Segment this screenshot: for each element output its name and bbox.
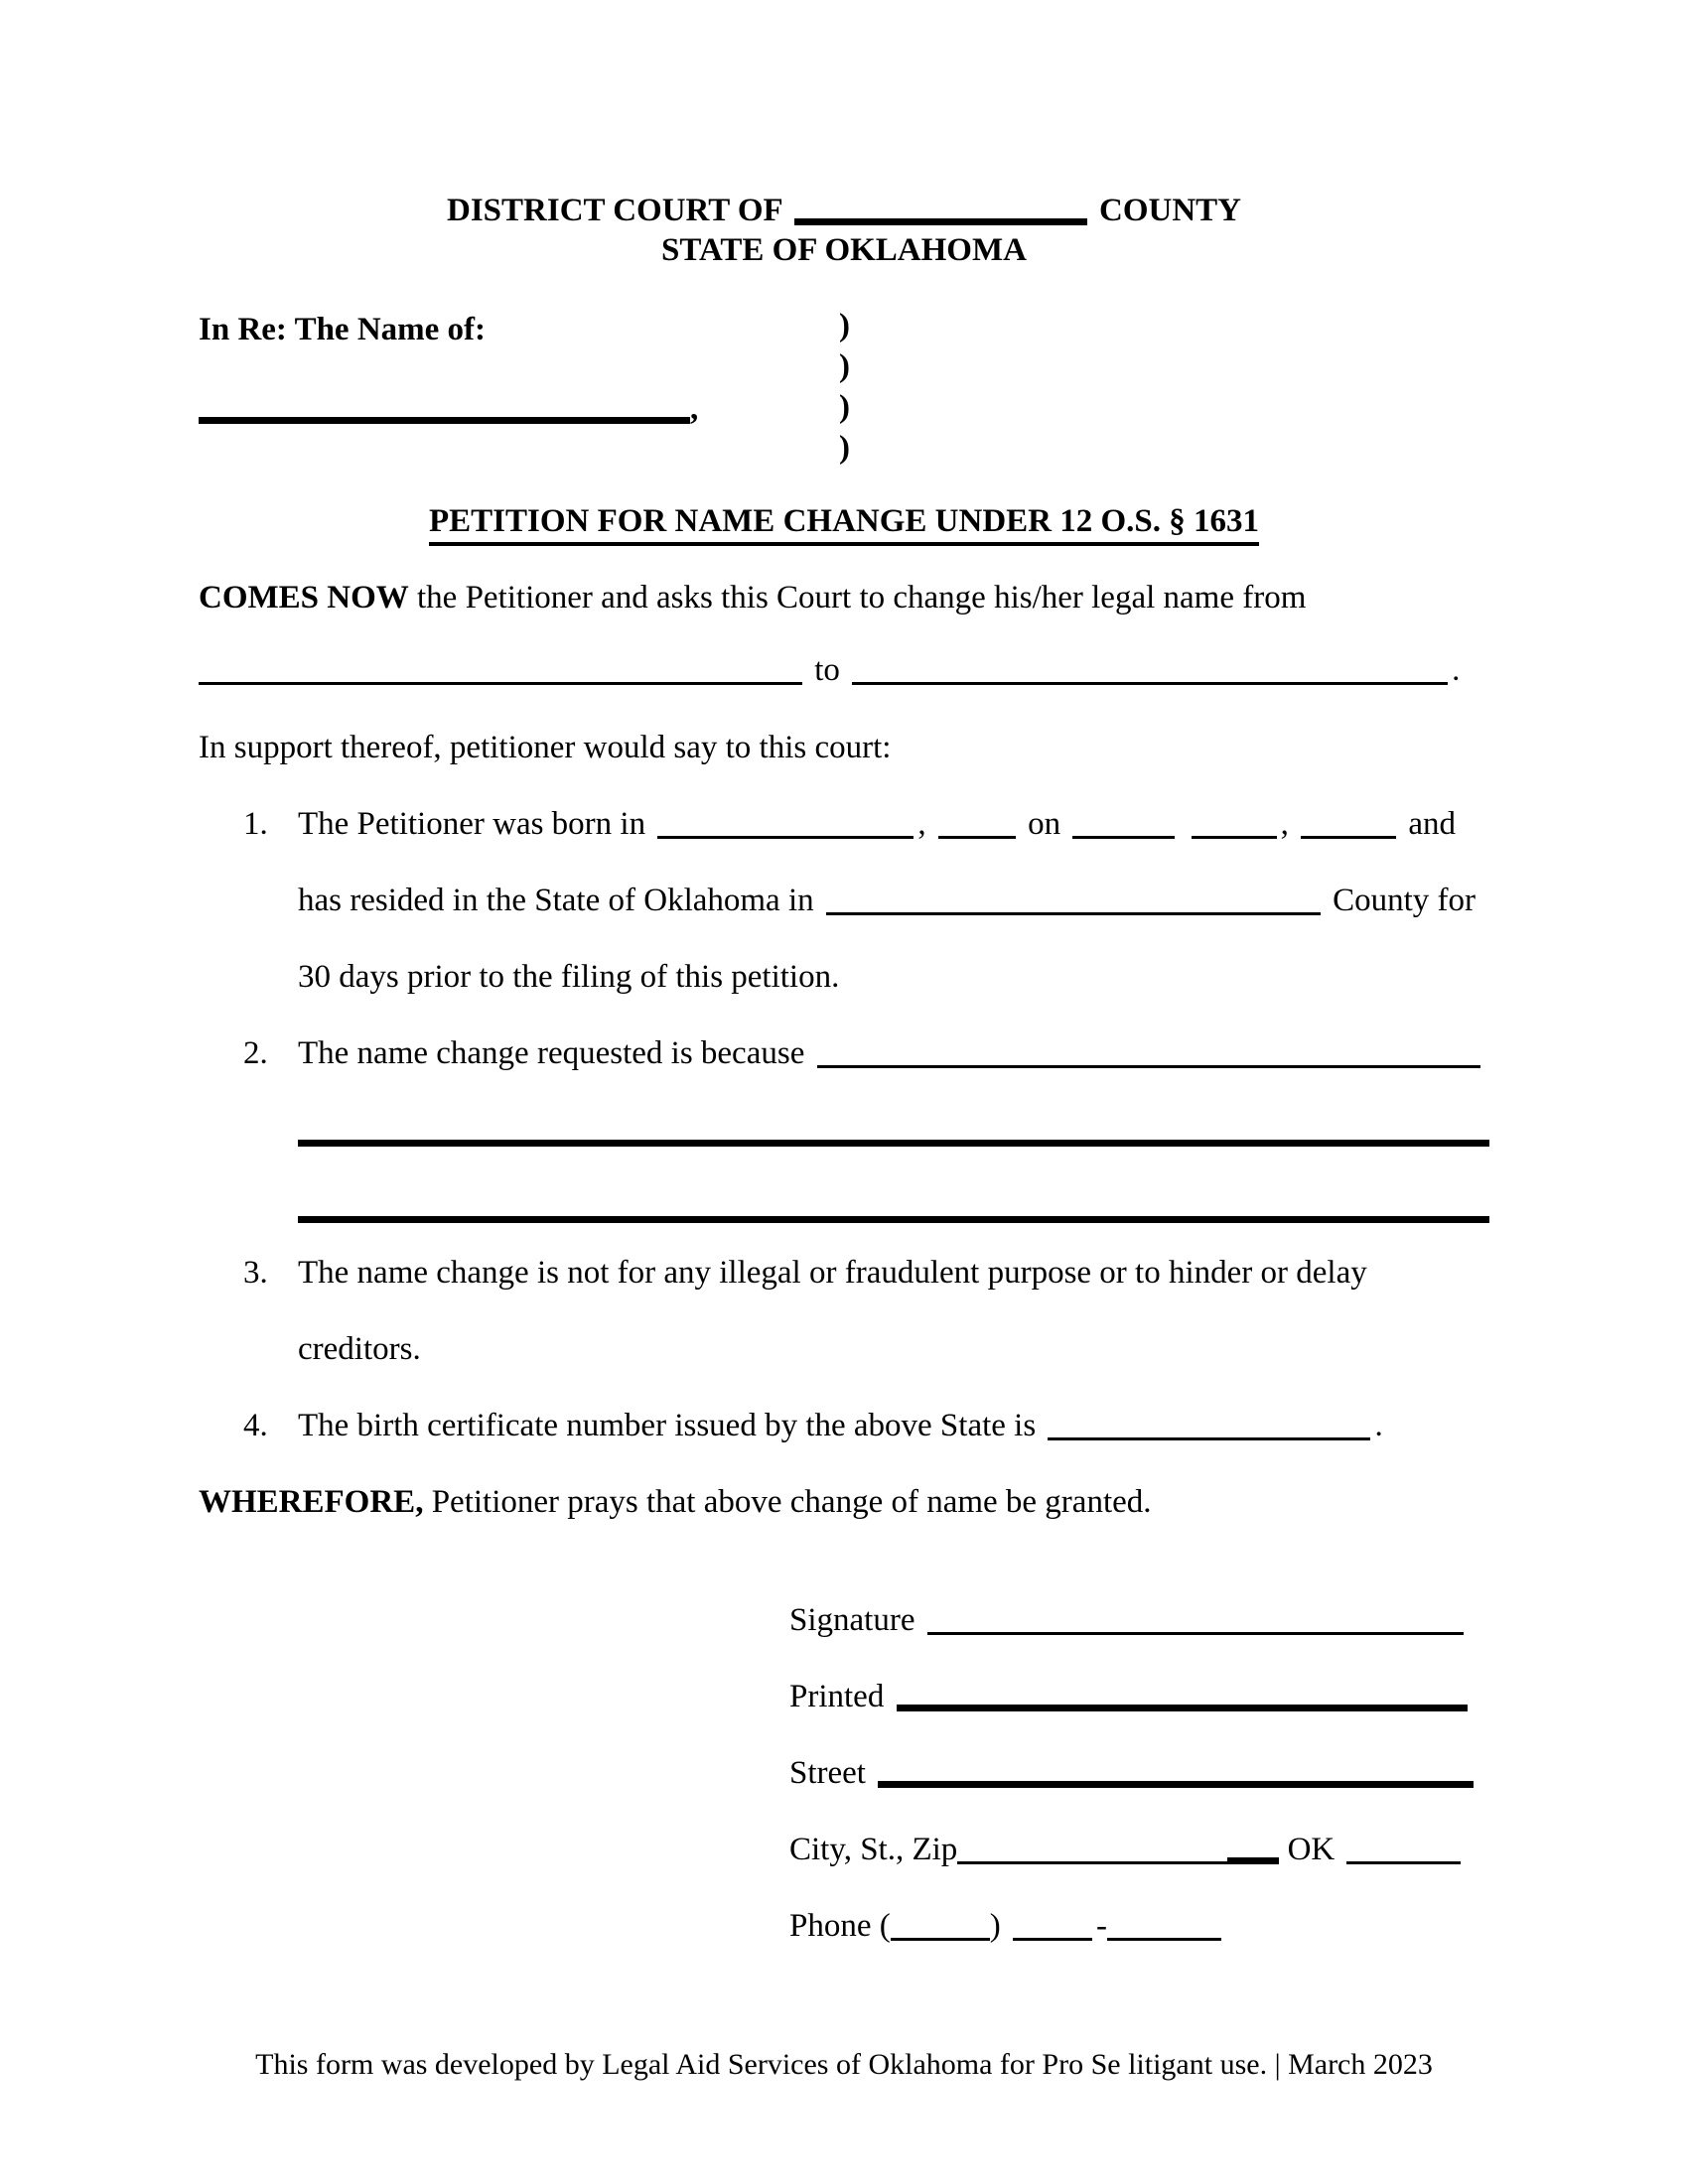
item-4-period: . [1374, 1408, 1383, 1443]
petitioner-name-row [199, 389, 698, 429]
born-in-city-blank[interactable] [657, 836, 914, 839]
printed-name-row [789, 1677, 1472, 1716]
street-label: Street [789, 1755, 866, 1791]
residence-county-blank[interactable] [826, 912, 1321, 915]
phone-row [789, 1906, 1225, 1946]
new-name-blank[interactable] [852, 682, 1448, 685]
item-4-text: The birth certificate number issued by the above State is [298, 1408, 1037, 1443]
signature-blank[interactable] [927, 1632, 1464, 1635]
item-1-line-2-suffix: County for [1333, 883, 1477, 918]
petitioner-name-blank[interactable] [199, 417, 690, 424]
form-title-row [0, 501, 1688, 541]
zip-blank[interactable] [1346, 1861, 1461, 1864]
item-1-on: on [1028, 806, 1061, 842]
reason-blank-1[interactable] [817, 1065, 1480, 1068]
in-re-label: In Re: The Name of: [199, 312, 487, 347]
item-3-number: 3. [243, 1255, 268, 1291]
item-2-text: The name change requested is because [298, 1035, 805, 1071]
footer-note: This form was developed by Legal Aid Services of Oklahoma for Pro Se litigant use. | March 2023 [255, 2048, 1433, 2081]
wherefore-body: Petitioner prays that above change of name be granted. [423, 1484, 1152, 1520]
current-name-blank[interactable] [199, 682, 802, 685]
phone-dash: - [1096, 1908, 1107, 1944]
street-blank[interactable] [878, 1781, 1474, 1788]
street-row [789, 1753, 1477, 1793]
birth-certificate-number-blank[interactable] [1048, 1437, 1370, 1440]
birth-day-blank[interactable] [1192, 836, 1277, 839]
header-court-line [0, 191, 1688, 230]
printed-label: Printed [789, 1679, 885, 1714]
item-4-line-1 [243, 1406, 1383, 1445]
state-label-ok: OK [1287, 1832, 1336, 1867]
caption-paren: ) [839, 348, 850, 384]
header-court-prefix: DISTRICT COURT OF [447, 193, 782, 228]
item-1-comma-1: , [917, 806, 926, 842]
item-4-number: 4. [243, 1408, 268, 1443]
caption-paren: ) [839, 308, 850, 343]
wherefore-paragraph [199, 1482, 1152, 1522]
comes-now-period: . [1452, 652, 1461, 688]
county-name-blank[interactable] [794, 218, 1087, 225]
item-1-and: and [1408, 806, 1456, 842]
signature-label: Signature [789, 1602, 915, 1638]
caption-comma: , [690, 391, 699, 427]
reason-blank-2[interactable] [298, 1140, 1489, 1147]
signature-row [789, 1600, 1468, 1640]
comes-now-lead: COMES NOW [199, 580, 409, 615]
comes-now-body: the Petitioner and asks this Court to change his/her legal name from [408, 580, 1307, 615]
phone-suffix-blank[interactable] [1107, 1938, 1221, 1941]
to-word: to [814, 652, 840, 688]
wherefore-lead: WHEREFORE, [199, 1484, 424, 1520]
item-1-number: 1. [243, 806, 268, 842]
city-blank[interactable] [957, 1861, 1227, 1864]
item-1-line-2 [298, 881, 1476, 920]
birth-year-blank[interactable] [1301, 836, 1396, 839]
caption-paren: ) [839, 430, 850, 466]
item-3-line-2: creditors. [298, 1331, 421, 1367]
item-1-text: The Petitioner was born in [298, 806, 646, 842]
item-1-line-1 [243, 804, 1456, 844]
support-intro: In support thereof, petitioner would say to this court: [199, 730, 892, 765]
city-st-zip-label: City, St., Zip [789, 1832, 958, 1867]
name-change-blanks-row [199, 650, 1460, 690]
header-state-line: STATE OF OKLAHOMA [661, 232, 1027, 268]
phone-close-paren: ) [989, 1908, 1001, 1944]
item-2-number: 2. [243, 1035, 268, 1071]
city-state-zip-row [789, 1830, 1465, 1869]
caption-paren-column [839, 306, 850, 469]
item-1-line-2-text: has resided in the State of Oklahoma in [298, 883, 814, 918]
phone-prefix-blank[interactable] [1013, 1938, 1092, 1941]
comes-now-paragraph [199, 578, 1306, 617]
born-in-state-blank[interactable] [938, 836, 1016, 839]
item-2-line-1 [243, 1033, 1484, 1073]
item-3-line-1 [243, 1253, 1367, 1293]
birth-month-blank[interactable] [1072, 836, 1175, 839]
header-court-suffix: COUNTY [1098, 193, 1241, 228]
phone-label: Phone [789, 1908, 872, 1944]
caption-paren: ) [839, 389, 850, 425]
item-1-line-3: 30 days prior to the filing of this petition. [298, 959, 840, 995]
reason-blank-3[interactable] [298, 1216, 1489, 1223]
printed-name-blank[interactable] [897, 1705, 1468, 1711]
phone-open-paren: ( [879, 1908, 891, 1944]
area-code-blank[interactable] [891, 1938, 990, 1941]
item-1-comma-2: , [1280, 806, 1289, 842]
form-title: PETITION FOR NAME CHANGE UNDER 12 O.S. § 1631 [429, 503, 1259, 546]
item-3-text: The name change is not for any illegal or fraudulent purpose or to hinder or delay [298, 1255, 1367, 1291]
st-blank[interactable] [1227, 1857, 1279, 1864]
